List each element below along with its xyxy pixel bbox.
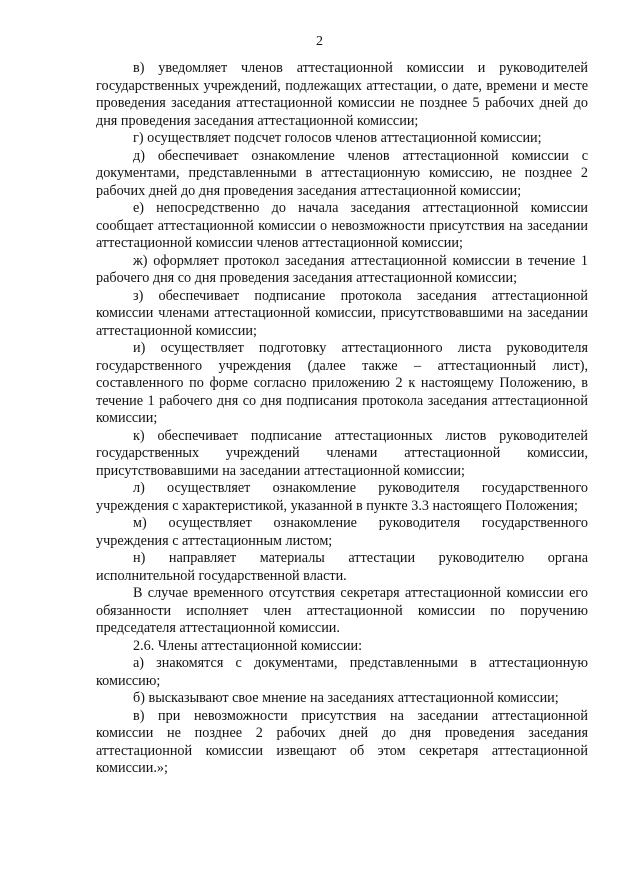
paragraph-secretary-absence: В случае временного отсутствия секретаря аттестационной комиссии его обязанности исполняет член аттестационной комиссии по поручению председателя аттестационной комиссии.: [96, 585, 588, 636]
paragraph-k-sheet-signing: к) обеспечивает подписание аттестационных листов руководителей государственных учреждений членами аттестационной комиссии, присутствовавшими на заседании аттестационной комиссии;: [96, 427, 588, 479]
paragraph-d-documents: д) обеспечивает ознакомление членов аттестационной комиссии с документами, представленными в аттестационную комиссию, не позднее 2 рабочих дней до дня проведения заседания аттестационной комиссии;: [96, 147, 588, 199]
section-heading-2-6: 2.6. Члены аттестационной комиссии:: [133, 637, 363, 654]
paragraph-g-vote-count: г) осуществляет подсчет голосов членов аттестационной комиссии;: [133, 130, 542, 146]
paragraph-n-materials: н) направляет материалы аттестации руководителю органа исполнительной государственной власти.: [96, 550, 588, 584]
paragraph-v-notify: в) уведомляет членов аттестационной комиссии и руководителей государственных учреждений, подлежащих аттестации, о дате, времени и месте проведения заседания аттестационной комиссии не позднее 5 рабочих дней до дня проведения заседания аттестационной комиссии;: [96, 60, 588, 129]
paragraph-b-opinion: б) высказывают свое мнение на заседаниях аттестационной комиссии;: [133, 690, 559, 706]
paragraph-i-attestation-sheet: и) осуществляет подготовку аттестационного листа руководителя государственного учреждения (далее также – аттестационный лист), составленного по форме согласно приложению 2 к настоящему Положению, в течение 1 рабочего дня со дня подписания протокола заседания аттестационной комиссии;: [96, 340, 588, 426]
paragraph-z-signing: з) обеспечивает подписание протокола заседания аттестационной комиссии членами аттестационной комиссии, присутствовавшими на заседании аттестационной комиссии;: [96, 287, 588, 339]
paragraph-a-review: а) знакомятся с документами, представленными в аттестационную комиссию;: [96, 655, 588, 689]
page-number: 2: [316, 34, 323, 49]
document-body: [96, 60, 588, 778]
paragraph-v-absence-notice: в) при невозможности присутствия на заседании аттестационной комиссии не позднее 2 рабочих дней до дня проведения заседания аттестационной комиссии извещают об этом секретаря аттестационной комиссии.»;: [96, 707, 588, 776]
paragraph-l-characteristic: л) осуществляет ознакомление руководителя государственного учреждения с характеристикой, указанной в пункте 3.3 настоящего Положения;: [96, 480, 588, 514]
paragraph-m-acquaintance: м) осуществляет ознакомление руководителя государственного учреждения с аттестационным листом;: [96, 515, 588, 549]
paragraph-e-absence: е) непосредственно до начала заседания аттестационной комиссии сообщает аттестационной комиссии о невозможности присутствия на заседании аттестационной комиссии членов аттестационной комиссии;: [96, 200, 588, 251]
paragraph-zh-protocol: ж) оформляет протокол заседания аттестационной комиссии в течение 1 рабочего дня со дня проведения заседания аттестационной комиссии;: [96, 252, 588, 286]
